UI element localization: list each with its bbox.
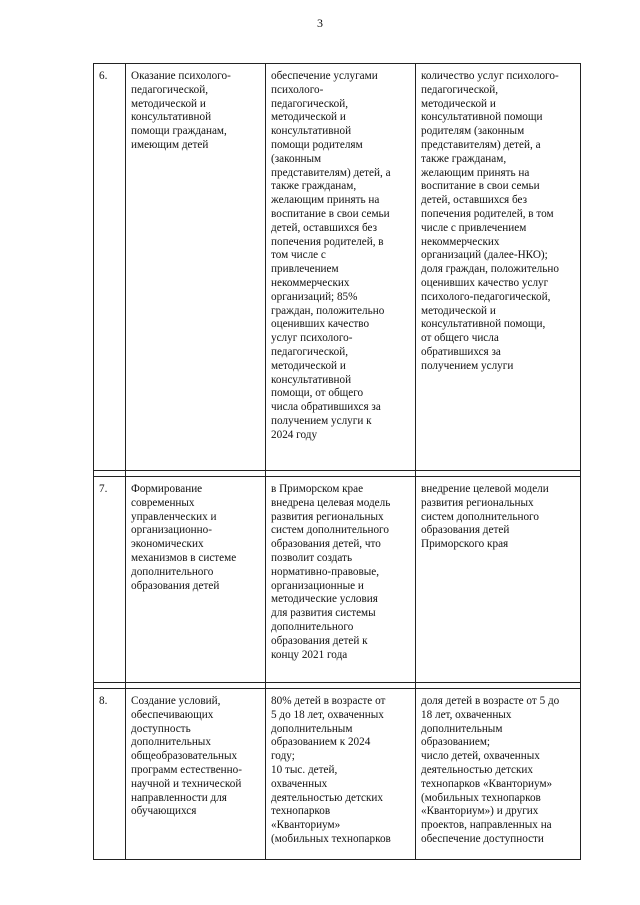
measure-title: Формирование современных управленческих и организационно- экономических механизмов в системе дополнительного образования детей xyxy=(126,477,266,683)
table-row xyxy=(94,64,581,471)
indicator: доля детей в возрасте от 5 до 18 лет, охваченных дополнительным образованием; число детей, охваченных деятельностью детских технопарков «Кванториум» (мобильных технопарков «Кванториум») и других проектов, направленных на обеспечение доступности xyxy=(416,689,581,860)
measures-table xyxy=(93,63,581,860)
measure-title: Оказание психолого- педагогической, методической и консультативной помощи гражданам, имеющим детей xyxy=(126,64,266,471)
expected-result: в Приморском крае внедрена целевая модель развития региональных систем дополнительного образования детей, что позволит создать нормативно-правовые, организационные и методические условия для развития системы дополнительного образования детей к концу 2021 года xyxy=(266,477,416,683)
indicator: внедрение целевой модели развития региональных систем дополнительного образования детей Приморского края xyxy=(416,477,581,683)
table-row xyxy=(94,477,581,683)
row-number: 8. xyxy=(94,689,126,860)
row-number: 6. xyxy=(94,64,126,471)
indicator: количество услуг психолого- педагогической, методической и консультативной помощи родителям (законным представителям) детей, а также гражданам, желающим принять на воспитание в свои семьи детей, оставшихся без попечения родителей, в том числе с привлечением некоммерческих организаций (далее-НКО); доля граждан, положительно оценивших качество услуг психолого-педагогической, методической и консультативной помощи, от общего числа обратившихся за получением услуги xyxy=(416,64,581,471)
table-row xyxy=(94,689,581,860)
row-number: 7. xyxy=(94,477,126,683)
expected-result: 80% детей в возрасте от 5 до 18 лет, охваченных дополнительным образованием к 2024 году; 10 тыс. детей, охваченных деятельностью детских технопарков «Кванториум» (мобильных технопарков xyxy=(266,689,416,860)
measure-title: Создание условий, обеспечивающих доступность дополнительных общеобразовательных программ естественно- научной и технической направленности для обучающихся xyxy=(126,689,266,860)
expected-result: обеспечение услугами психолого- педагогической, методической и консультативной помощи родителям (законным представителям) детей, а также гражданам, желающим принять на воспитание в свои семьи детей, оставшихся без попечения родителей, в том числе с привлечением некоммерческих организаций; 85% граждан, положительно оценивших качество услуг психолого- педагогической, методической и консультативной помощи, от общего числа обратившихся за получением услуги к 2024 году xyxy=(266,64,416,471)
page-number: 3 xyxy=(317,16,323,30)
